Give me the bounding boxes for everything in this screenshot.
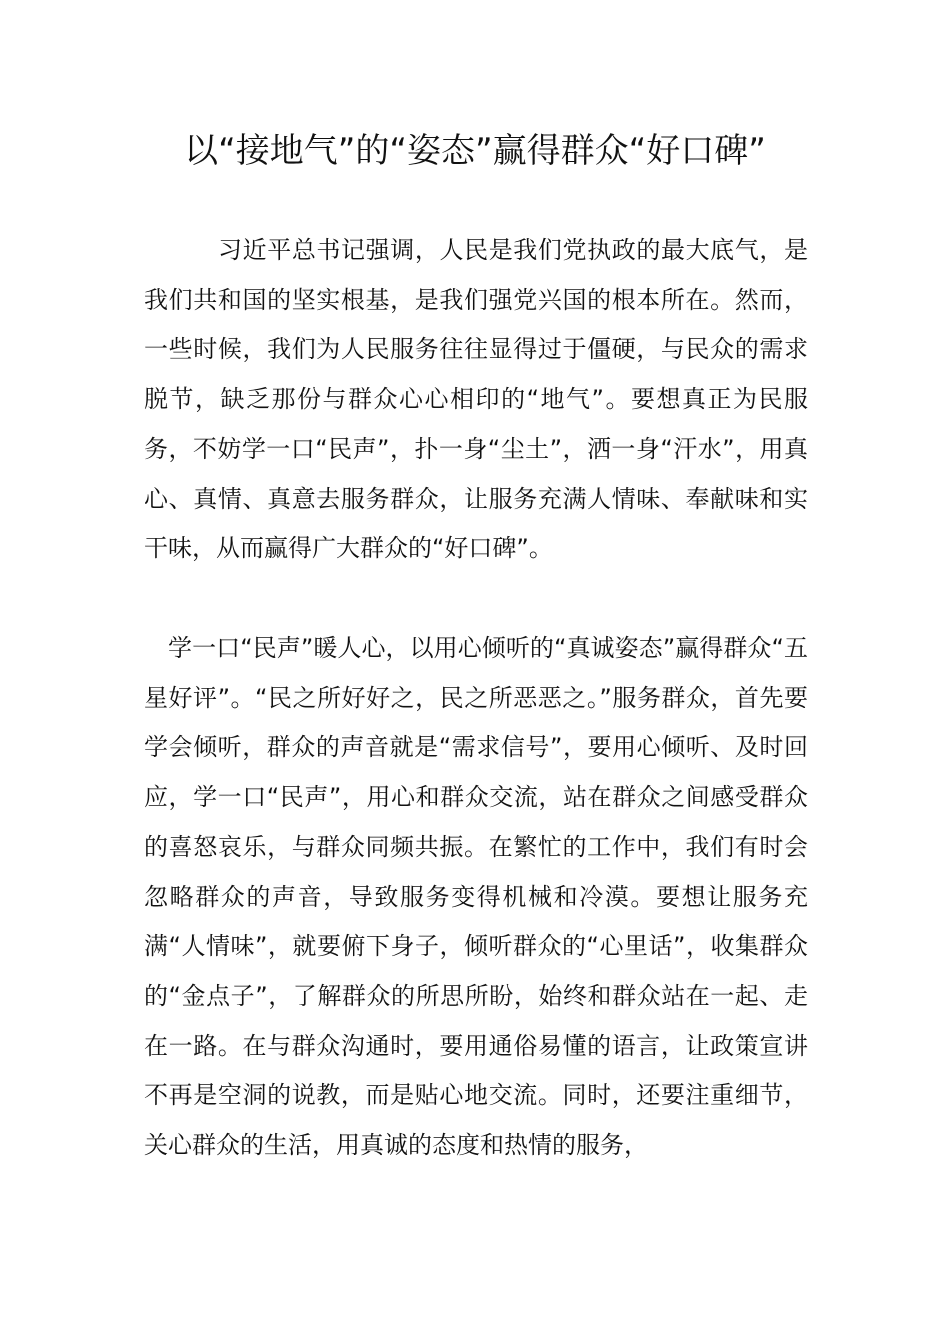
document-title: 以“接地气”的“姿态”赢得群众“好口碑”: [184, 131, 766, 171]
paragraph-1: 习近平总书记强调，人民是我们党执政的最大底气，是我们共和国的坚实根基，是我们强党兴国的根本所在。然而，一些时候，我们为人民服务往往显得过于僵硬，与民众的需求脱节，缺乏那份与群众心心相印的“地气”。要想真正为民服务，不妨学一口“民声”，扑一身“尘土”，洒一身“汗水”，用真心、真情、真意去服务群众，让服务充满人情味、奉献味和实干味，从而赢得广大群众的“好口碑”。: [144, 236, 808, 563]
paragraph-2: 学一口“民声”暖人心，以用心倾听的“真诚姿态”赢得群众“五星好评”。“民之所好好之，民之所恶恶之。”服务群众，首先要学会倾听，群众的声音就是“需求信号”，要用心倾听、及时回应，学一口“民声”，用心和群众交流，站在群众之间感受群众的喜怒哀乐，与群众同频共振。在繁忙的工作中，我们有时会忽略群众的声音，导致服务变得机械和冷漠。要想让服务充满“人情味”，就要俯下身子，倾听群众的“心里话”，收集群众的“金点子”，了解群众的所思所盼，始终和群众站在一起、走在一路。在与群众沟通时，要用通俗易懂的语言，让政策宣讲不再是空洞的说教，而是贴心地交流。同时，还要注重细节，关心群众的生活，用真诚的态度和热情的服务，: [144, 634, 808, 1160]
